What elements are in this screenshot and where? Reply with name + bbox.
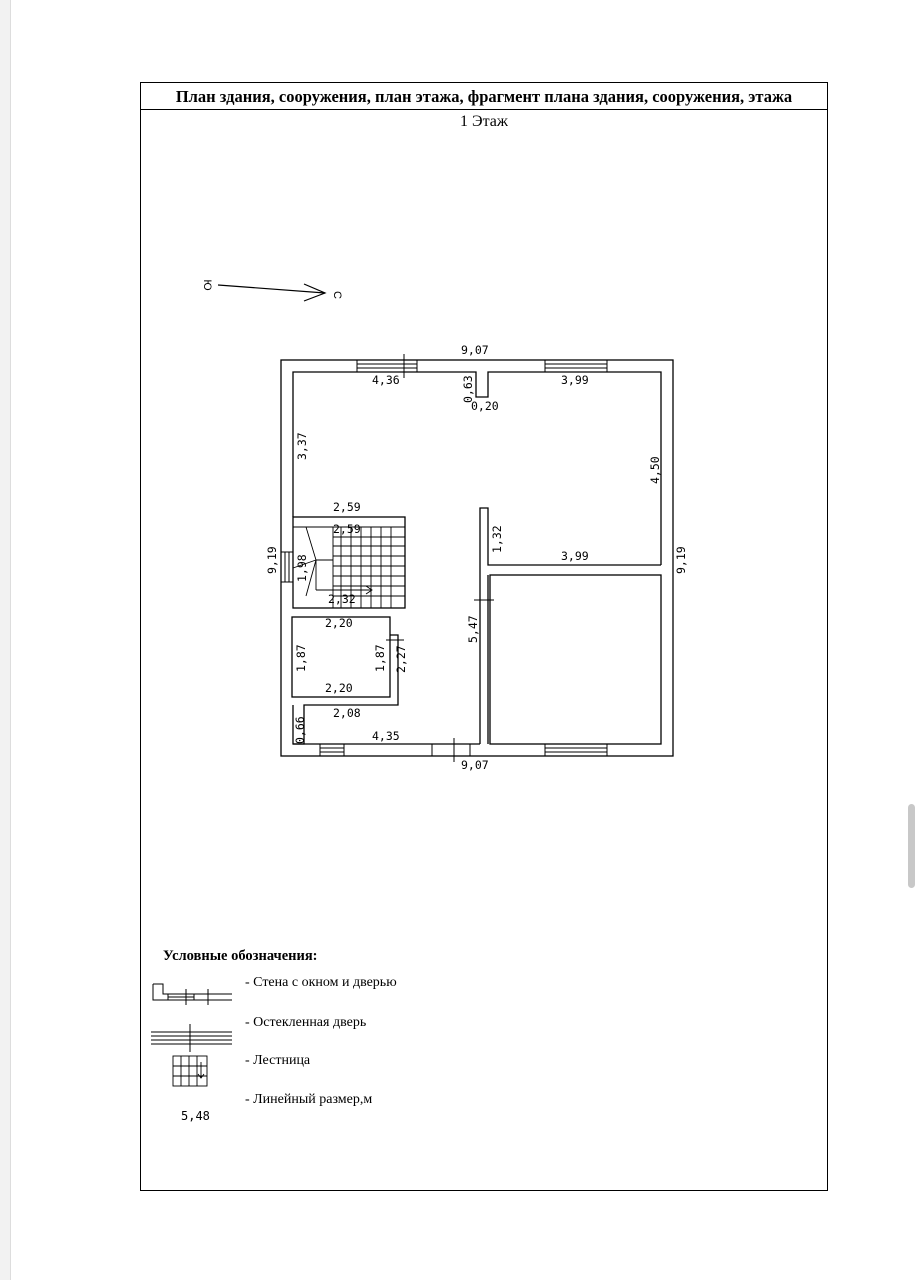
dim-stair-length: 2,32 bbox=[328, 592, 356, 606]
dim-wall-thickness: 0,20 bbox=[471, 399, 499, 413]
dim-outer-right: 9,19 bbox=[674, 546, 688, 574]
legend-symbol-wall-window-door bbox=[153, 984, 232, 1005]
dim-bath-door: 2,27 bbox=[394, 645, 408, 673]
dim-right-room-height: 4,50 bbox=[648, 456, 662, 484]
scrollbar-thumb[interactable] bbox=[908, 804, 915, 888]
dim-stair-top-inner: 2,59 bbox=[333, 522, 361, 536]
dim-corridor: 5,47 bbox=[466, 615, 480, 643]
legend-sample-dimension: 5,48 bbox=[181, 1109, 210, 1123]
dim-outer-top: 9,07 bbox=[461, 343, 489, 357]
dim-outer-bottom: 9,07 bbox=[461, 758, 489, 772]
legend-item-linear-dimension: - Линейный размер,м bbox=[245, 1092, 373, 1107]
dim-right-room-width: 3,99 bbox=[561, 549, 589, 563]
compass-north-label: С bbox=[331, 291, 343, 299]
compass bbox=[201, 279, 343, 301]
dim-partition: 1,32 bbox=[490, 525, 504, 553]
dim-stair-width: 1,98 bbox=[295, 554, 309, 582]
dim-small-room: 2,08 bbox=[333, 706, 361, 720]
legend-item-wall-window-door: - Стена с окном и дверью bbox=[245, 975, 397, 990]
dim-small-height: 0,66 bbox=[293, 716, 307, 744]
dim-stair-top-outer: 2,59 bbox=[333, 500, 361, 514]
legend-symbol-staircase bbox=[173, 1056, 207, 1086]
dim-wall-stub: 0,63 bbox=[461, 375, 475, 403]
windows bbox=[281, 354, 607, 762]
dim-bath-bottom: 2,20 bbox=[325, 681, 353, 695]
legend-symbol-glazed-door bbox=[151, 1024, 232, 1052]
dim-bath-right: 1,87 bbox=[373, 644, 387, 672]
compass-south-label: Ю bbox=[201, 279, 213, 291]
dim-top-right-room: 3,99 bbox=[561, 373, 589, 387]
dim-left-room-height: 3,37 bbox=[295, 432, 309, 460]
dim-bath-left: 1,87 bbox=[294, 644, 308, 672]
legend-title: Условные обозначения: bbox=[163, 948, 318, 964]
dim-bath-top: 2,20 bbox=[325, 616, 353, 630]
floor-label: 1 Этаж bbox=[460, 113, 508, 130]
dim-bottom-left-room: 4,35 bbox=[372, 729, 400, 743]
legend-item-glazed-door: - Остекленная дверь bbox=[245, 1015, 367, 1030]
dim-outer-left: 9,19 bbox=[265, 546, 279, 574]
outer-walls bbox=[281, 360, 673, 756]
legend-item-staircase: - Лестница bbox=[245, 1053, 311, 1068]
sheet-header: План здания, сооружения, план этажа, фрагмент плана здания, сооружения, этажа bbox=[141, 83, 827, 110]
dim-top-left-room: 4,36 bbox=[372, 373, 400, 387]
